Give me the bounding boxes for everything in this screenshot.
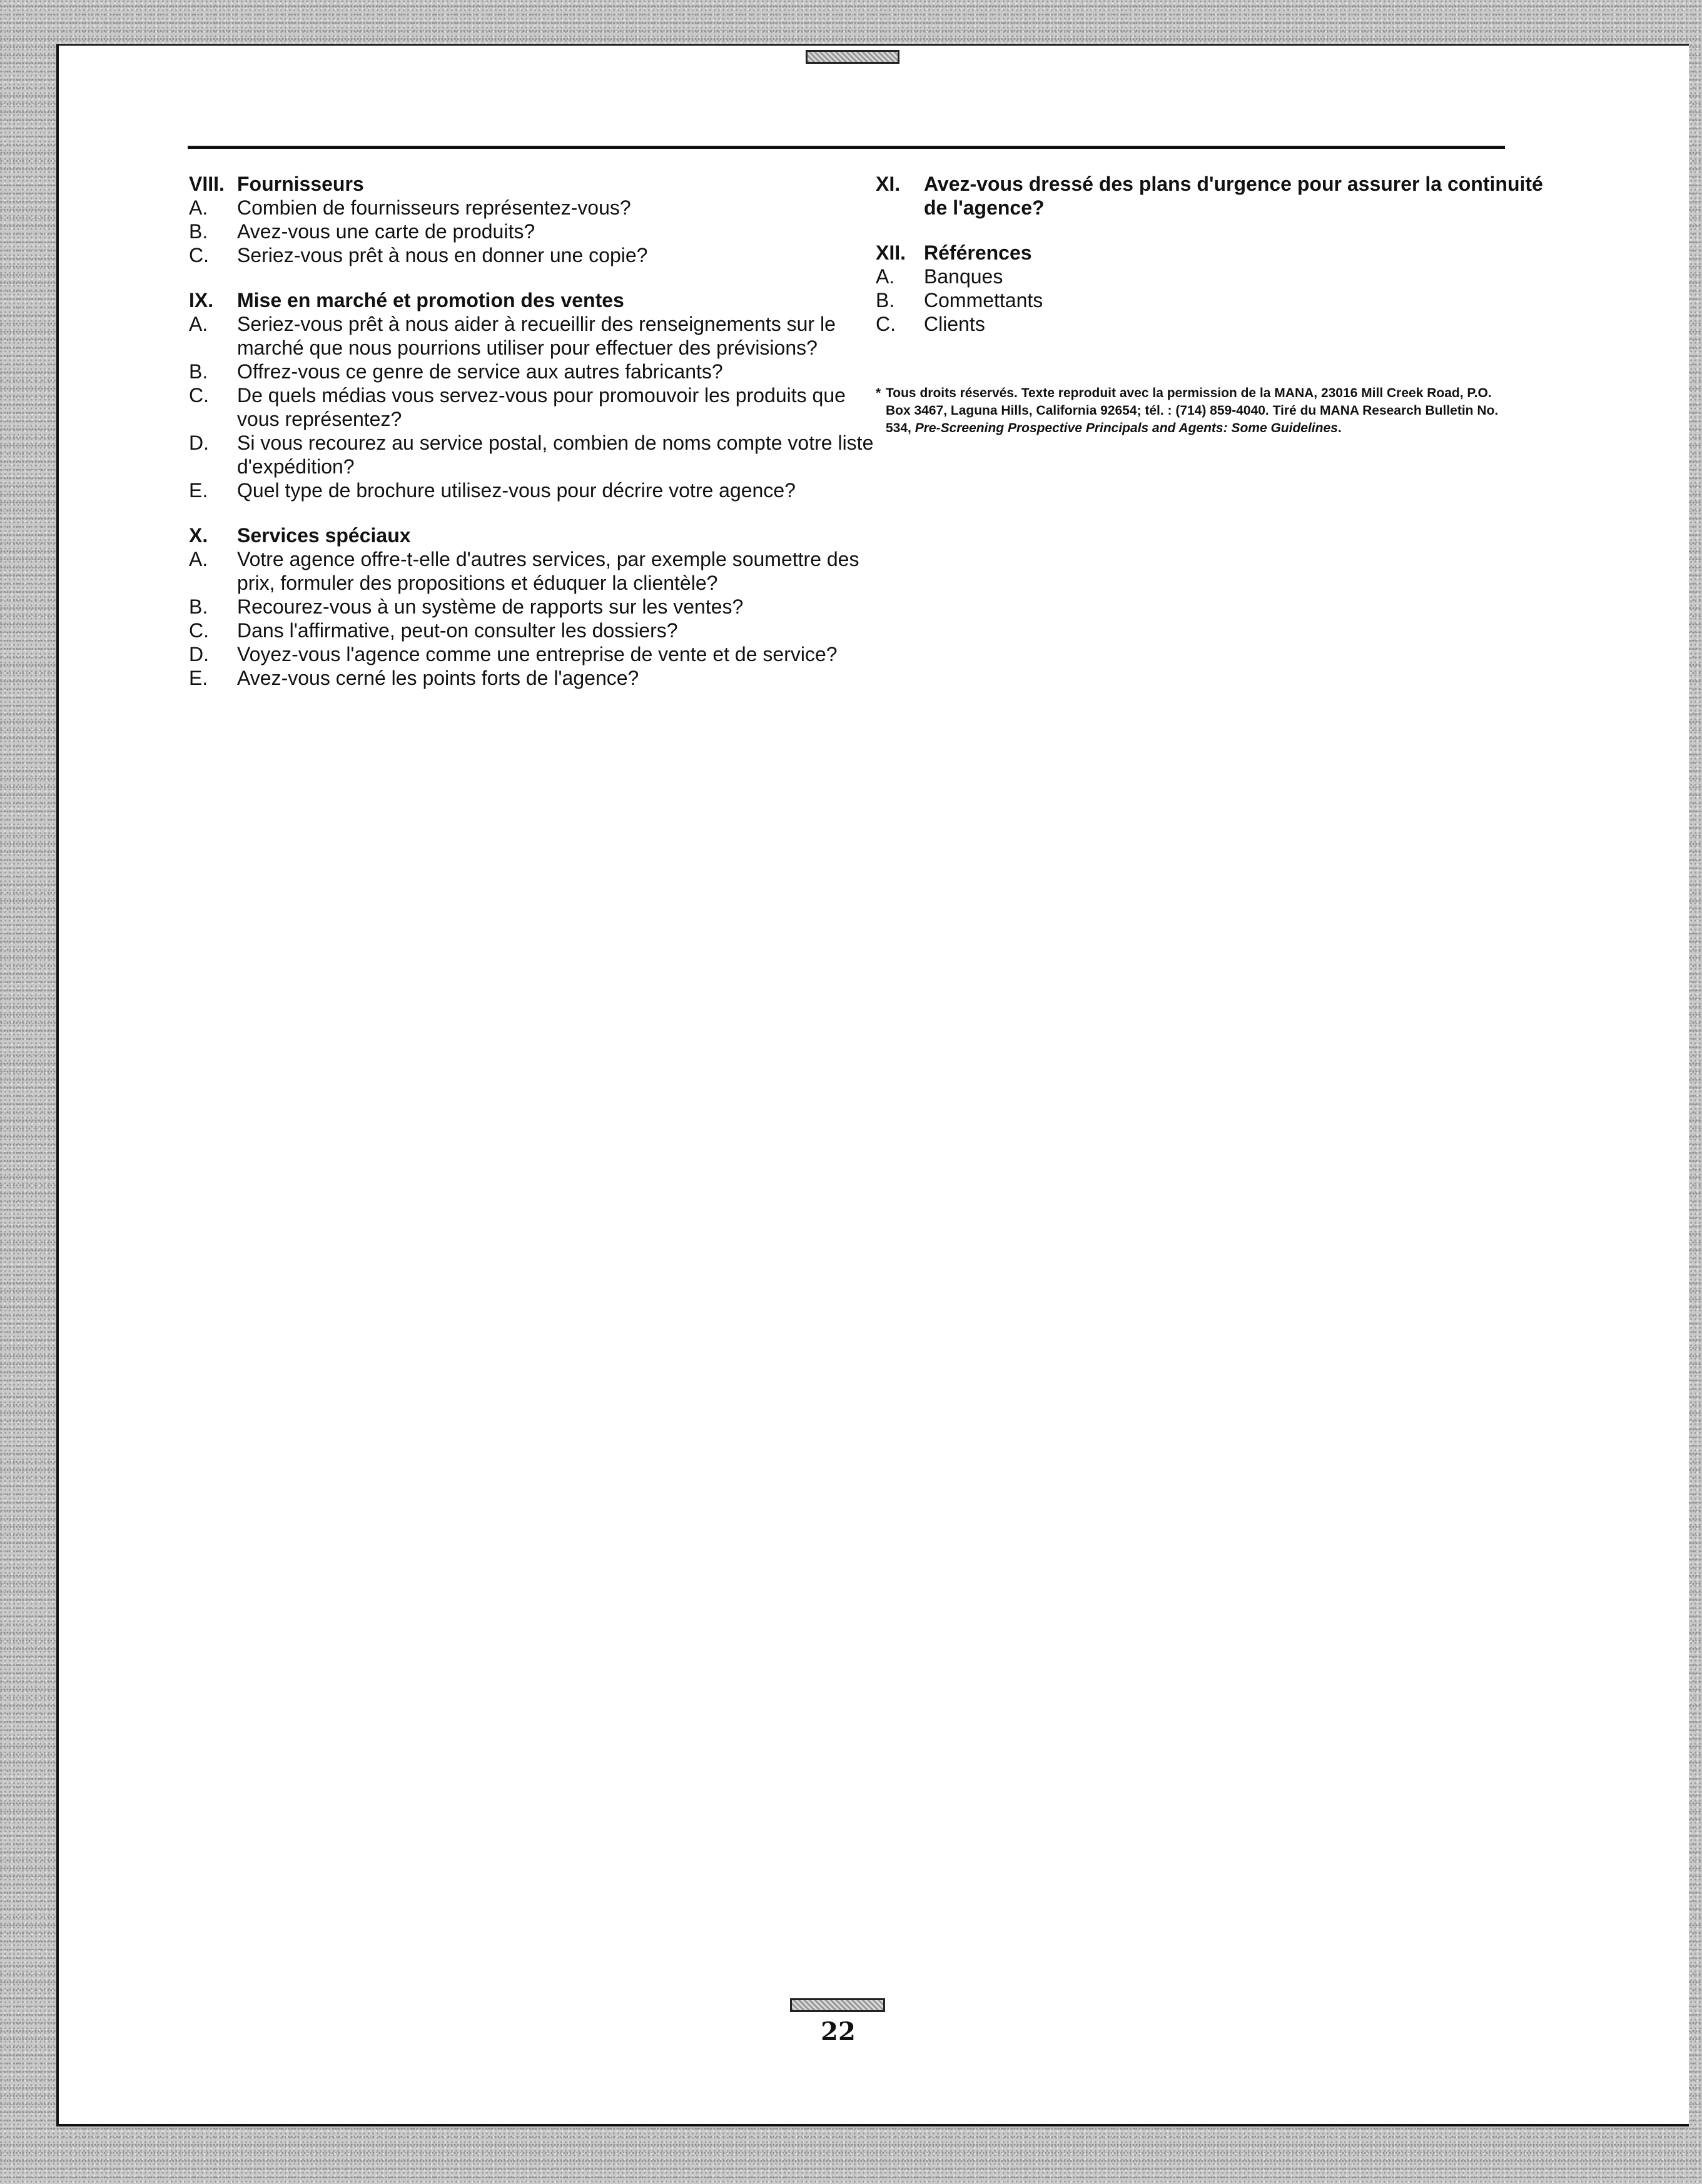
list-item: E. Quel type de brochure utilisez-vous pour décrire votre agence?: [189, 479, 796, 502]
section-title: Avez-vous dressé des plans d'urgence pour assurer la continuité de l'agence?: [924, 173, 1543, 219]
section-title: Mise en marché et promotion des ventes: [237, 289, 624, 311]
list-item: B. Commettants: [876, 289, 1043, 311]
top-tab-mark: [806, 50, 899, 64]
bottom-tab-mark: [790, 1998, 885, 2012]
section-viii: [189, 172, 889, 267]
section-number: XII.: [876, 241, 906, 264]
page-number: 22: [821, 2017, 856, 2046]
list-item: C. Seriez-vous prêt à nous en donner une copie?: [189, 244, 648, 266]
section-ix: [189, 288, 889, 502]
section-number: X.: [189, 524, 208, 547]
list-item: B. Offrez-vous ce genre de service aux autres fabricants?: [189, 360, 723, 383]
footnote-title: Pre-Screening Prospective Principals and Agents: Some Guidelines: [914, 421, 1338, 435]
section-xi: [876, 172, 1570, 220]
section-number: XI.: [876, 173, 901, 195]
footnote: [876, 385, 1501, 437]
footnote-body: Tous droits réservés. Texte reproduit avec la permission de la MANA, 23016 Mill Creek Road, P.O. Box 3467, Laguna Hills, California 92654; tél. : (714) 859-4040. Tiré du MANA Research Bulletin No. 534, Pre-Screening Prospective Principals and Agents: Some Guidelines.: [886, 386, 1499, 435]
header-rule: [188, 146, 1505, 149]
section-number: IX.: [189, 289, 214, 311]
list-item: D. Voyez-vous l'agence comme une entreprise de vente et de service?: [189, 643, 838, 665]
list-item: C. De quels médias vous servez-vous pour promouvoir les produits que vous représentez?: [189, 384, 846, 430]
section-xii: [876, 241, 1570, 336]
list-item: B. Recourez-vous à un système de rapports sur les ventes?: [189, 595, 744, 618]
list-item: A. Combien de fournisseurs représentez-vous?: [189, 196, 631, 219]
footnote-marker: *: [876, 386, 881, 400]
list-item: C. Clients: [876, 313, 985, 335]
left-column: [189, 172, 889, 711]
section-title: Références: [924, 241, 1032, 264]
section-number: VIII.: [189, 173, 225, 195]
right-column: [876, 172, 1570, 437]
section-title: Fournisseurs: [237, 173, 364, 195]
list-item: D. Si vous recourez au service postal, combien de noms compte votre liste d'expédition?: [189, 432, 874, 478]
list-item: E. Avez-vous cerné les points forts de l'agence?: [189, 667, 639, 689]
list-item: C. Dans l'affirmative, peut-on consulter les dossiers?: [189, 619, 678, 642]
list-item: A. Votre agence offre-t-elle d'autres services, par exemple soumettre des prix, formuler des propositions et éduquer la clientèle?: [189, 548, 859, 594]
list-item: A. Banques: [876, 265, 1003, 288]
list-item: A. Seriez-vous prêt à nous aider à recueillir des renseignements sur le marché que nous pourrions utiliser pour effectuer des prévisions?: [189, 313, 836, 359]
section-x: [189, 523, 889, 690]
section-title: Services spéciaux: [237, 524, 411, 547]
list-item: B. Avez-vous une carte de produits?: [189, 220, 535, 243]
